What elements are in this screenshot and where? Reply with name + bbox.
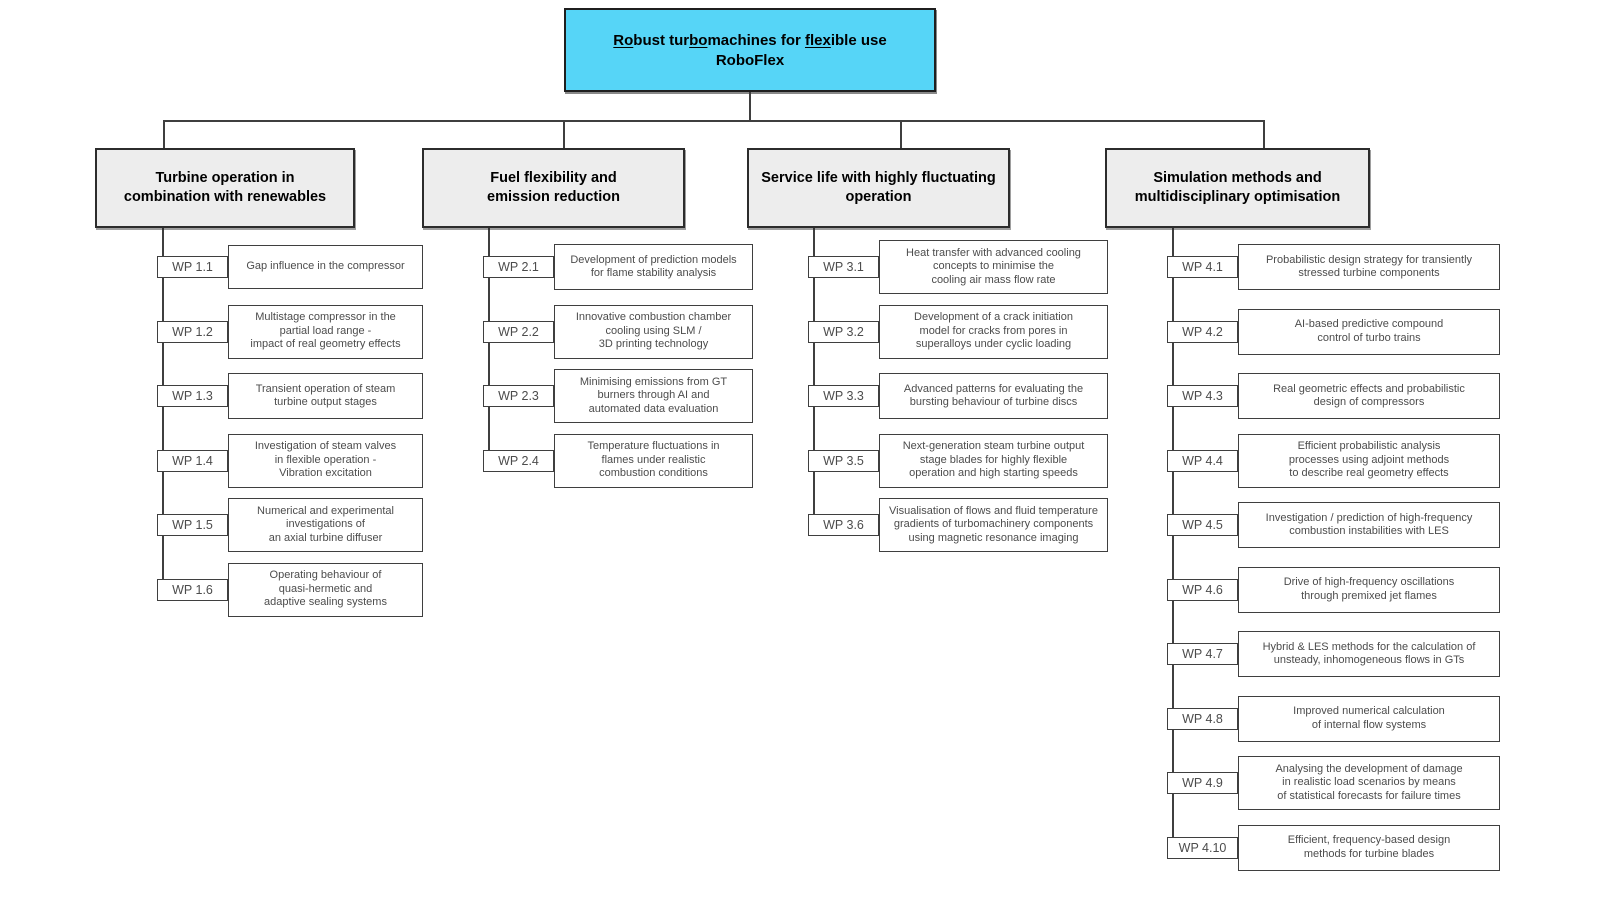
wp-label-box: WP 1.4 [157, 450, 228, 472]
wp-label-box: WP 4.2 [1167, 321, 1238, 343]
wp-description-box [879, 498, 1108, 552]
group-title-line: Fuel flexibility and [490, 170, 617, 186]
connector-line [1263, 120, 1265, 148]
wp-description-line: of statistical forecasts for failure times [1277, 789, 1461, 802]
wp-description-line: adaptive sealing systems [264, 596, 387, 609]
wp-description-box [879, 240, 1108, 294]
wp-label-box: WP 4.6 [1167, 579, 1238, 601]
wp-description-line: for flame stability analysis [590, 267, 717, 279]
group-header-3 [747, 148, 1010, 228]
wp-description-line: automated data evaluation [588, 402, 719, 415]
wp-description-box [554, 369, 753, 423]
wp-label-box: WP 1.1 [157, 256, 228, 278]
root-title-underlined-segment: flex [804, 31, 831, 49]
wp-description-line: stressed turbine components [1298, 267, 1440, 279]
wp-description-line: Development of a crack initiation [914, 311, 1073, 324]
root-node [564, 8, 936, 92]
root-title-segment: bust tur [633, 31, 690, 49]
wp-description-line: Transient operation of steam [255, 382, 396, 395]
wp-description-box [1238, 756, 1500, 810]
group-title-line: combination with renewables [123, 189, 327, 205]
wp-description-line: Innovative combustion chamber [575, 311, 732, 324]
wp-description-line: combustion conditions [599, 467, 708, 480]
wp-description-box [1238, 502, 1500, 548]
wp-label-box: WP 1.5 [157, 514, 228, 536]
group-title-line: operation [845, 189, 912, 205]
group-title-line: Turbine operation in [155, 170, 295, 186]
wp-description-box [1238, 373, 1500, 419]
wp-description-line: gradients of turbomachinery components [893, 518, 1094, 531]
wp-description-box [879, 373, 1108, 419]
wp-description-line: Gap influence in the compressor [246, 260, 405, 273]
group-title-line: emission reduction [487, 189, 620, 205]
wp-description-box [1238, 696, 1500, 742]
wp-label-box: WP 1.6 [157, 579, 228, 601]
wp-description-box [554, 244, 753, 290]
wp-description-line: AI-based predictive compound [1294, 318, 1444, 330]
wp-description-line: to describe real geometry effects [1289, 467, 1449, 480]
wp-description-box [228, 373, 423, 419]
wp-description-line: through premixed jet flames [1301, 589, 1437, 602]
wp-description-line: Temperature fluctuations in [587, 440, 720, 453]
wp-description-box [228, 245, 423, 289]
group-header-4 [1105, 148, 1370, 228]
wp-label-box: WP 3.3 [808, 385, 879, 407]
wp-description-line: in flexible operation - [274, 453, 377, 466]
connector-line [900, 120, 902, 148]
wp-description-box [1238, 825, 1500, 871]
wp-label-box: WP 2.2 [483, 321, 554, 343]
wp-description-line: cooling air mass flow rate [931, 273, 1056, 286]
wp-label-box: WP 4.1 [1167, 256, 1238, 278]
wp-description-line: cooling using SLM / [605, 324, 702, 337]
wp-description-line: processes using adjoint methods [1288, 453, 1450, 466]
connector-line [749, 92, 751, 120]
wp-description-line: operation and high starting speeds [909, 467, 1078, 480]
group-title-line: Service life with highly fluctuating [761, 170, 996, 186]
root-title-segment: machines for [707, 31, 805, 49]
wp-description-line: Hybrid & LES methods for the calculation of [1262, 640, 1476, 653]
wp-label-box: WP 4.8 [1167, 708, 1238, 730]
wp-description-line: Multistage compressor in the [255, 311, 396, 324]
wp-description-line: Advanced patterns for evaluating the [903, 382, 1084, 395]
wp-description-line: methods for turbine blades [1303, 847, 1435, 860]
wp-description-line: control of turbo trains [1317, 331, 1421, 344]
root-title [613, 32, 886, 49]
wp-description-line: Vibration excitation [279, 467, 372, 480]
wp-label-box: WP 4.10 [1167, 837, 1238, 859]
wp-description-line: burners through AI and [597, 389, 710, 402]
wp-description-line: model for cracks from pores in [919, 324, 1068, 337]
wp-description-box [1238, 434, 1500, 488]
root-title-segment: ible use [830, 31, 887, 49]
wp-description-box [228, 498, 423, 552]
wp-description-line: unsteady, inhomogeneous flows in GTs [1273, 654, 1465, 666]
wp-description-box [1238, 244, 1500, 290]
wp-description-line: superalloys under cyclic loading [915, 338, 1072, 351]
wp-label-box: WP 3.5 [808, 450, 879, 472]
wp-description-box [554, 305, 753, 359]
wp-description-line: bursting behaviour of turbine discs [909, 396, 1078, 408]
wp-label-box: WP 2.4 [483, 450, 554, 472]
wp-description-line: design of compressors [1313, 396, 1425, 408]
wp-description-line: Efficient probabilistic analysis [1297, 440, 1441, 453]
wp-description-line: Investigation / prediction of high-frequency [1265, 511, 1473, 524]
wp-description-line: Probabilistic design strategy for transiently [1265, 253, 1473, 266]
wp-description-line: in realistic load scenarios by means [1282, 776, 1456, 789]
wp-description-line: impact of real geometry effects [250, 338, 401, 351]
wp-description-line: Drive of high-frequency oscillations [1283, 576, 1455, 588]
wp-label-box: WP 4.3 [1167, 385, 1238, 407]
wp-description-line: stage blades for highly flexible [919, 453, 1068, 466]
wp-description-line: turbine output stages [274, 396, 377, 408]
wp-description-line: of internal flow systems [1311, 718, 1427, 731]
root-title-underlined-segment: Ro [613, 31, 634, 49]
wp-description-line: an axial turbine diffuser [268, 531, 383, 544]
group-title-line: Simulation methods and [1153, 170, 1322, 186]
wp-description-line: Next-generation steam turbine output [902, 440, 1085, 453]
root-subtitle: RoboFlex [715, 51, 785, 69]
connector-line [162, 228, 164, 601]
wp-description-box [228, 563, 423, 617]
wp-description-box [228, 305, 423, 359]
group-header-1 [95, 148, 355, 228]
wp-description-box [554, 434, 753, 488]
wp-description-box [879, 434, 1108, 488]
connector-line [163, 120, 165, 148]
wp-description-line: Real geometric effects and probabilistic [1273, 382, 1465, 395]
root-title-underlined-segment: bo [689, 31, 708, 49]
wp-description-line: Analysing the development of damage [1275, 762, 1463, 775]
wp-label-box: WP 2.3 [483, 385, 554, 407]
wp-description-box [1238, 631, 1500, 677]
wp-description-line: Improved numerical calculation [1293, 705, 1445, 717]
wp-label-box: WP 3.2 [808, 321, 879, 343]
wp-description-line: partial load range - [279, 324, 372, 337]
wp-description-line: Development of prediction models [570, 253, 737, 266]
wp-description-line: concepts to minimise the [932, 260, 1055, 273]
wp-label-box: WP 2.1 [483, 256, 554, 278]
wp-description-line: Investigation of steam valves [254, 440, 397, 453]
wp-description-line: Operating behaviour of [269, 569, 382, 582]
wp-label-box: WP 4.5 [1167, 514, 1238, 536]
group-title-line: multidisciplinary optimisation [1134, 189, 1341, 205]
wp-description-line: Heat transfer with advanced cooling [906, 246, 1081, 259]
wp-description-box [1238, 309, 1500, 355]
wp-description-line: Visualisation of flows and fluid temperature [889, 504, 1098, 517]
wp-label-box: WP 4.9 [1167, 772, 1238, 794]
wp-description-line: using magnetic resonance imaging [908, 531, 1079, 544]
wp-description-box [879, 305, 1108, 359]
wp-description-line: quasi-hermetic and [278, 582, 373, 595]
wp-description-line: Numerical and experimental [257, 504, 394, 517]
wp-description-box [1238, 567, 1500, 613]
wp-description-line: Minimising emissions from GT [579, 375, 728, 388]
wp-description-line: Efficient, frequency-based design [1287, 834, 1451, 846]
wp-description-line: investigations of [286, 518, 365, 531]
group-header-2 [422, 148, 685, 228]
wp-description-line: 3D printing technology [598, 338, 709, 351]
wp-label-box: WP 1.2 [157, 321, 228, 343]
wp-description-box [228, 434, 423, 488]
wp-label-box: WP 1.3 [157, 385, 228, 407]
wp-label-box: WP 4.7 [1167, 643, 1238, 665]
wp-description-line: combustion instabilities with LES [1289, 525, 1449, 537]
wp-description-line: flames under realistic [601, 453, 706, 466]
connector-line [563, 120, 565, 148]
wp-label-box: WP 3.1 [808, 256, 879, 278]
connector-line [163, 120, 1265, 122]
wp-label-box: WP 3.6 [808, 514, 879, 536]
wp-label-box: WP 4.4 [1167, 450, 1238, 472]
